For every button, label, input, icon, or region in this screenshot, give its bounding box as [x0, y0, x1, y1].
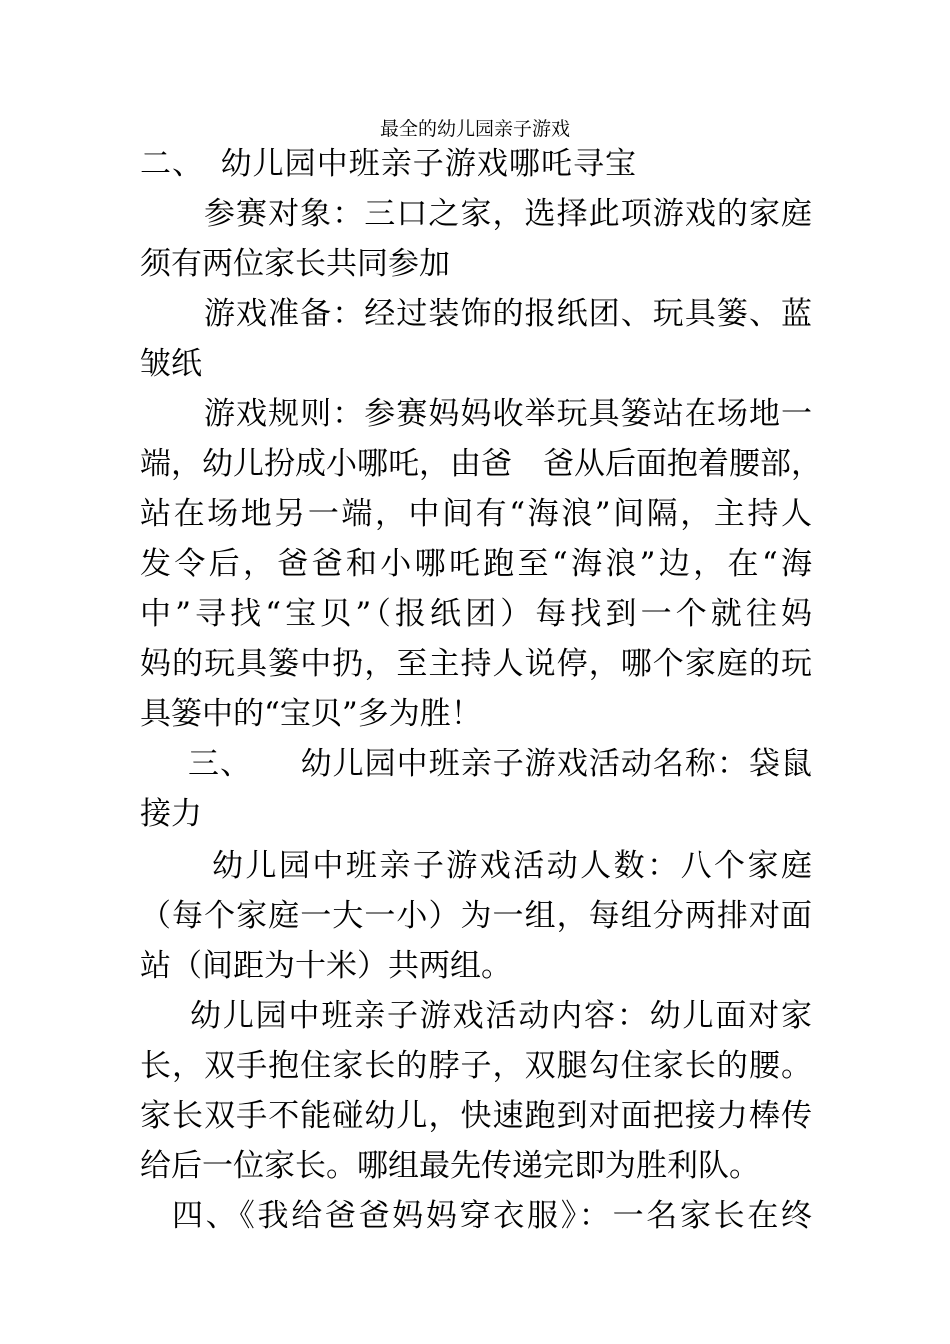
- paragraph-line: 端，幼儿扮成小哪吒，由爸 爸从后面抱着腰部，: [140, 446, 822, 482]
- section-heading-3: 三、 幼儿园中班亲子游戏活动名称：袋鼠: [188, 746, 812, 782]
- paragraph-line: 发令后，爸爸和小哪吒跑至“海浪”边，在“海: [140, 546, 812, 582]
- paragraph-line: （每个家庭一大一小）为一组，每组分两排对面: [140, 898, 812, 934]
- paragraph-line: 皱纸: [140, 346, 202, 382]
- paragraph-line: 幼儿园中班亲子游戏活动内容：幼儿面对家: [190, 998, 812, 1034]
- paragraph-line: 游戏规则：参赛妈妈收举玩具篓站在场地一: [204, 396, 812, 432]
- paragraph-line: 具篓中的“宝贝”多为胜！: [140, 696, 482, 732]
- paragraph-line: 妈的玩具篓中扔，至主持人说停，哪个家庭的玩: [140, 646, 812, 682]
- paragraph-line: 参赛对象：三口之家，选择此项游戏的家庭: [204, 196, 812, 232]
- paragraph-line: 给后一位家长。哪组最先传递完即为胜利队。: [140, 1148, 760, 1184]
- document-title: 最全的幼儿园亲子游戏: [379, 118, 570, 140]
- paragraph-line: 站（间距为十米）共两组。: [140, 948, 512, 984]
- paragraph-line: 长，双手抱住家长的脖子，双腿勾住家长的腰。: [140, 1048, 812, 1084]
- section-heading-2: 二、 幼儿园中班亲子游戏哪吒寻宝: [140, 146, 636, 182]
- paragraph-line: 游戏准备：经过装饰的报纸团、玩具篓、蓝: [204, 296, 812, 332]
- paragraph-line: 须有两位家长共同参加: [140, 246, 450, 282]
- paragraph-line: 幼儿园中班亲子游戏活动人数：八个家庭: [212, 848, 812, 884]
- paragraph-line: 中”寻找“宝贝”（报纸团）每找到一个就往妈: [140, 596, 812, 632]
- paragraph-line: 接力: [140, 796, 202, 832]
- paragraph-line: 站在场地另一端，中间有“海浪”间隔，主持人: [140, 496, 812, 532]
- paragraph-line: 家长双手不能碰幼儿，快速跑到对面把接力棒传: [140, 1098, 812, 1134]
- section-heading-4: 四、《我给爸爸妈妈穿衣服》：一名家长在终: [172, 1198, 812, 1234]
